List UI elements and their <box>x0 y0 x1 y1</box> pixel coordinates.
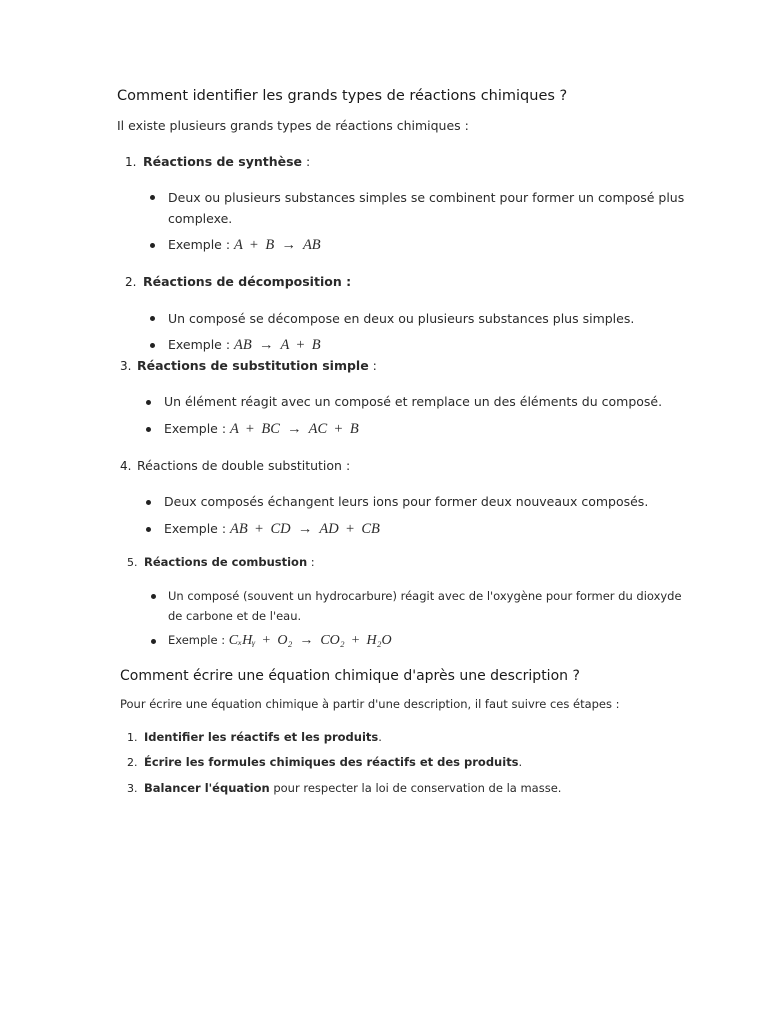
type-suffix: : <box>341 458 351 473</box>
bullet-icon <box>151 594 156 599</box>
type-description: Deux composés échangent leurs ions pour former deux nouveaux composés. <box>164 494 649 509</box>
list-number: 1. <box>127 731 138 744</box>
step-text <box>144 730 382 744</box>
step-text <box>144 755 522 769</box>
type-title: Réactions de synthèse <box>143 154 303 169</box>
type-suffix: : <box>368 358 377 373</box>
list-number: 2. <box>125 275 137 289</box>
step-text <box>144 781 561 795</box>
bullet-icon <box>146 527 151 532</box>
type-title: Réactions de substitution simple <box>137 358 369 373</box>
type-description-cont: complexe. <box>168 211 233 226</box>
section-2-intro: Pour écrire une équation chimique à partir d'une description, il faut suivre ces étapes : <box>120 697 620 711</box>
example-line <box>164 421 359 438</box>
list-number: 4. <box>120 459 132 473</box>
equation: AB + CD → AD + CB <box>230 521 380 537</box>
bullet-icon <box>150 343 155 348</box>
type-heading <box>143 274 351 289</box>
bullet-icon <box>146 427 151 432</box>
list-number: 2. <box>127 756 138 769</box>
section-1-title: Comment identifier les grands types de réactions chimiques ? <box>117 88 568 104</box>
step-rest: pour respecter la loi de conservation de la masse. <box>269 781 562 795</box>
type-heading <box>137 358 377 373</box>
example-line <box>168 237 321 254</box>
bullet-icon <box>146 500 151 505</box>
example-line <box>164 521 380 538</box>
bullet-icon <box>150 243 155 248</box>
example-label: Exemple : <box>168 237 235 252</box>
step-rest: . <box>518 755 523 769</box>
equation: AB → A + B <box>234 337 321 353</box>
section-2-title: Comment écrire une équation chimique d'après une description ? <box>120 668 580 684</box>
list-number: 1. <box>125 155 137 169</box>
step-bold: Identifier les réactifs et les produits <box>144 730 379 744</box>
equation: A + BC → AC + B <box>230 421 359 437</box>
type-description: Un élément réagit avec un composé et remplace un des éléments du composé. <box>164 394 663 409</box>
bullet-icon <box>151 639 156 644</box>
type-heading <box>144 555 315 569</box>
list-number: 3. <box>127 782 138 795</box>
step-bold: Balancer l'équation <box>144 781 270 795</box>
example-label: Exemple : <box>164 421 231 436</box>
bullet-icon <box>150 195 155 200</box>
bullet-icon <box>150 316 155 321</box>
example-label: Exemple : <box>168 633 229 647</box>
type-description-cont: de carbone et de l'eau. <box>168 609 302 623</box>
list-number: 5. <box>127 556 138 569</box>
example-label: Exemple : <box>164 521 231 536</box>
type-suffix: : <box>302 154 311 169</box>
type-description: Un composé se décompose en deux ou plusieurs substances plus simples. <box>168 311 635 326</box>
example-line <box>168 337 321 354</box>
equation: CₓHᵧ + O₂ → CO₂ + H₂O <box>228 633 392 648</box>
type-title: Réactions de décomposition : <box>143 274 352 289</box>
type-suffix: : <box>307 555 315 569</box>
equation: A + B → AB <box>234 237 321 253</box>
step-bold: Écrire les formules chimiques des réactifs et des produits <box>144 755 519 769</box>
type-heading <box>143 154 310 169</box>
step-rest: . <box>378 730 382 744</box>
example-label: Exemple : <box>168 337 235 352</box>
type-heading <box>137 458 350 473</box>
bullet-icon <box>146 400 151 405</box>
type-description: Un composé (souvent un hydrocarbure) réagit avec de l'oxygène pour former du dioxyde <box>168 589 682 603</box>
type-title: Réactions de combustion <box>144 555 308 569</box>
list-number: 3. <box>120 359 132 373</box>
type-title: Réactions de double substitution <box>137 458 342 473</box>
type-description: Deux ou plusieurs substances simples se combinent pour former un composé plus <box>168 190 685 205</box>
section-1-intro: Il existe plusieurs grands types de réactions chimiques : <box>117 118 469 133</box>
example-line <box>168 633 392 649</box>
